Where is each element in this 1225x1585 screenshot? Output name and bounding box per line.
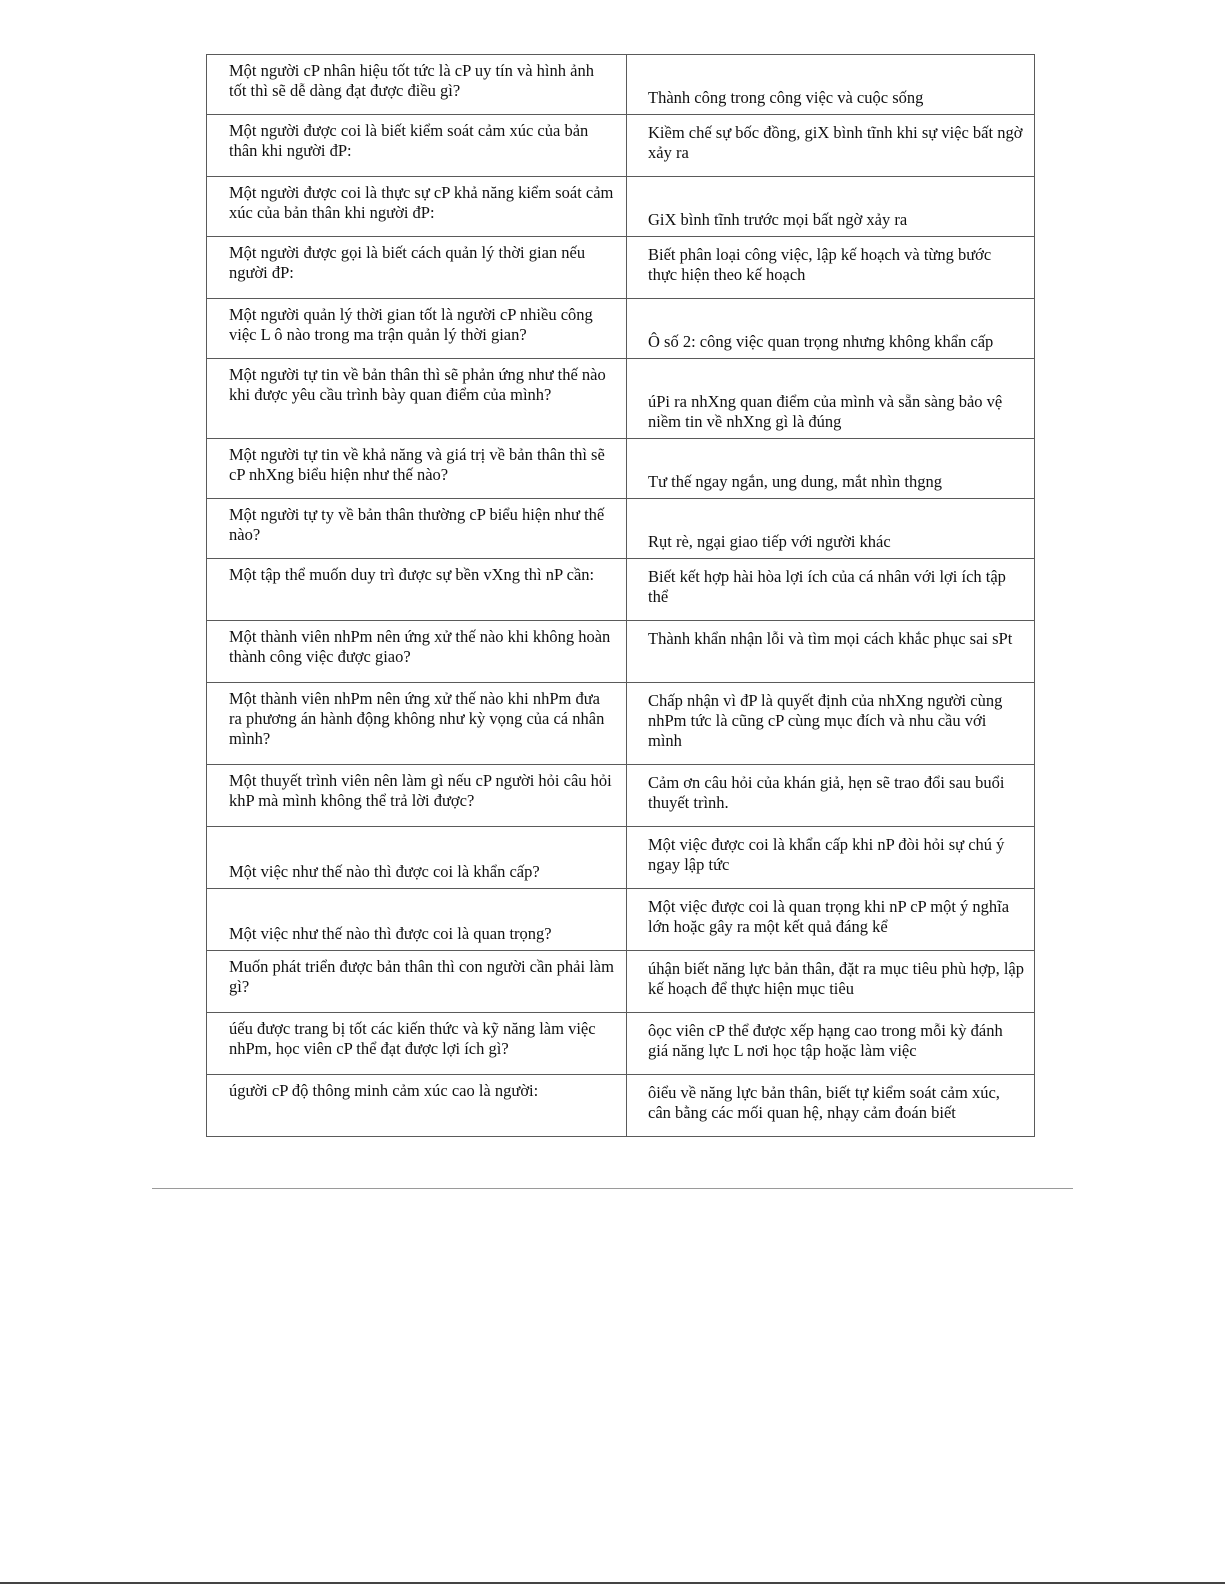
answer-cell: Kiềm chế sự bốc đồng, giX bình tĩnh khi sự việc bất ngờ xảy ra (627, 115, 1035, 177)
answer-cell: Biết kết hợp hài hòa lợi ích của cá nhân với lợi ích tập thể (627, 559, 1035, 621)
question-cell: Một người tự ty về bản thân thường cP biểu hiện như thế nào? (207, 499, 627, 559)
table-row (207, 889, 1035, 951)
page-divider (152, 1188, 1073, 1189)
question-cell: Một người quản lý thời gian tốt là người cP nhiều công việc L ô nào trong ma trận quản lý thời gian? (207, 299, 627, 359)
answer-cell: Ô số 2: công việc quan trọng nhưng không khẩn cấp (627, 299, 1035, 359)
table-row (207, 1013, 1035, 1075)
answer-cell: úPi ra nhXng quan điểm của mình và sẵn sàng bảo vệ niềm tin về nhXng gì là đúng (627, 359, 1035, 439)
question-cell: Một việc như thế nào thì được coi là khẩn cấp? (207, 827, 627, 889)
table-row (207, 439, 1035, 499)
question-cell: Một người cP nhân hiệu tốt tức là cP uy tín và hình ảnh tốt thì sẽ dễ dàng đạt được điều gì? (207, 55, 627, 115)
question-cell: Một việc như thế nào thì được coi là quan trọng? (207, 889, 627, 951)
answer-cell: Thành công trong công việc và cuộc sống (627, 55, 1035, 115)
answer-cell: ôọc viên cP thể được xếp hạng cao trong mỗi kỳ đánh giá năng lực L nơi học tập hoặc làm việc (627, 1013, 1035, 1075)
table-row (207, 55, 1035, 115)
question-cell: Một tập thể muốn duy trì được sự bền vXng thì nP cần: (207, 559, 627, 621)
answer-cell: Cảm ơn câu hỏi của khán giả, hẹn sẽ trao đổi sau buổi thuyết trình. (627, 765, 1035, 827)
answer-cell: úhận biết năng lực bản thân, đặt ra mục tiêu phù hợp, lập kế hoạch để thực hiện mục tiêu (627, 951, 1035, 1013)
question-cell: Một thuyết trình viên nên làm gì nếu cP người hỏi câu hỏi khP mà mình không thể trả lời được? (207, 765, 627, 827)
question-cell: Một người được coi là biết kiểm soát cảm xúc của bản thân khi người đP: (207, 115, 627, 177)
table-row (207, 621, 1035, 683)
table-row (207, 499, 1035, 559)
table-row (207, 1075, 1035, 1137)
table-row (207, 951, 1035, 1013)
question-cell: Một thành viên nhPm nên ứng xử thế nào khi nhPm đưa ra phương án hành động không như kỳ vọng của cá nhân mình? (207, 683, 627, 765)
answer-cell: Một việc được coi là khẩn cấp khi nP đòi hỏi sự chú ý ngay lập tức (627, 827, 1035, 889)
qa-table (206, 54, 1035, 1137)
table-row (207, 765, 1035, 827)
table-row (207, 359, 1035, 439)
question-cell: Một người được coi là thực sự cP khả năng kiểm soát cảm xúc của bản thân khi người đP: (207, 177, 627, 237)
table-row (207, 683, 1035, 765)
page-bottom-edge (0, 1582, 1225, 1584)
table-row (207, 177, 1035, 237)
table-row (207, 299, 1035, 359)
table-row (207, 237, 1035, 299)
answer-cell: Một việc được coi là quan trọng khi nP cP một ý nghĩa lớn hoặc gây ra một kết quả đáng kể (627, 889, 1035, 951)
answer-cell: Tư thế ngay ngắn, ung dung, mắt nhìn thgng (627, 439, 1035, 499)
answer-cell: Biết phân loại công việc, lập kế hoạch và từng bước thực hiện theo kế hoạch (627, 237, 1035, 299)
question-cell: Một thành viên nhPm nên ứng xử thế nào khi không hoàn thành công việc được giao? (207, 621, 627, 683)
question-cell: úgười cP độ thông minh cảm xúc cao là người: (207, 1075, 627, 1137)
answer-cell: ôiểu về năng lực bản thân, biết tự kiểm soát cảm xúc, cân bằng các mối quan hệ, nhạy cảm đoán biết (627, 1075, 1035, 1137)
question-cell: úếu được trang bị tốt các kiến thức và kỹ năng làm việc nhPm, học viên cP thể đạt được lợi ích gì? (207, 1013, 627, 1075)
question-cell: Muốn phát triển được bản thân thì con người cần phải làm gì? (207, 951, 627, 1013)
question-cell: Một người được gọi là biết cách quản lý thời gian nếu người đP: (207, 237, 627, 299)
table-row (207, 115, 1035, 177)
question-cell: Một người tự tin về khả năng và giá trị về bản thân thì sẽ cP nhXng biểu hiện như thế nào? (207, 439, 627, 499)
answer-cell: Thành khẩn nhận lỗi và tìm mọi cách khắc phục sai sPt (627, 621, 1035, 683)
answer-cell: Rụt rè, ngại giao tiếp với người khác (627, 499, 1035, 559)
table-row (207, 559, 1035, 621)
answer-cell: Chấp nhận vì đP là quyết định của nhXng người cùng nhPm tức là cũng cP cùng mục đích và nhu cầu với mình (627, 683, 1035, 765)
question-cell: Một người tự tin về bản thân thì sẽ phản ứng như thế nào khi được yêu cầu trình bày quan điểm của mình? (207, 359, 627, 439)
answer-cell: GiX bình tĩnh trước mọi bất ngờ xảy ra (627, 177, 1035, 237)
table-row (207, 827, 1035, 889)
